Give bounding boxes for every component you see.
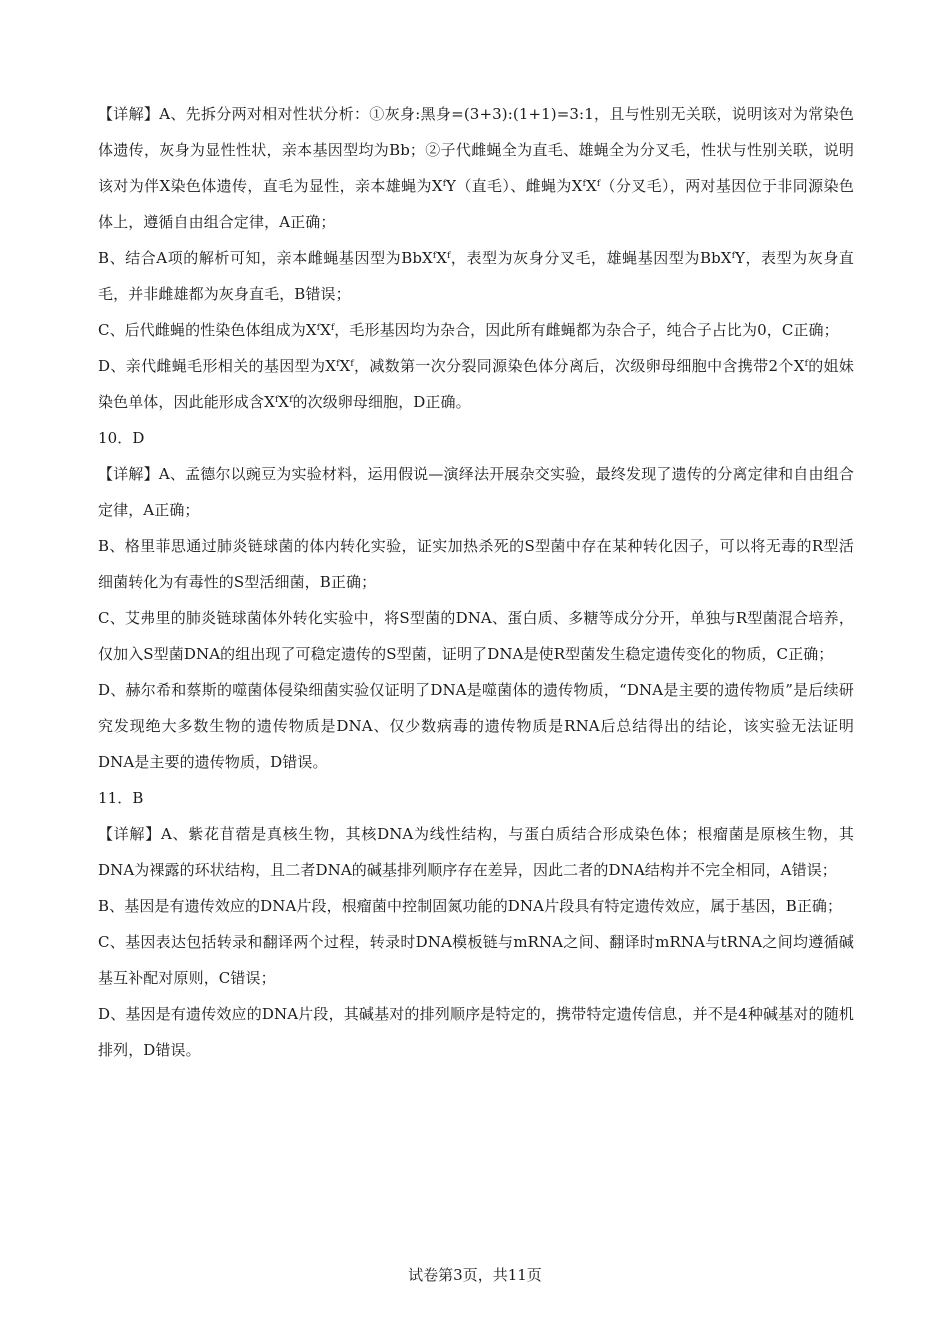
paragraph-q11-d: D、基因是有遗传效应的DNA片段，其碱基对的排列顺序是特定的，携带特定遗传信息，并不是4种碱基对的随机排列，D错误。 (98, 1005, 854, 1059)
paragraph-q10-a: 【详解】A、孟德尔以豌豆为实验材料，运用假说—演绎法开展杂交实验，最终发现了遗传的分离定律和自由组合定律，A正确； (98, 465, 854, 519)
paragraph-q10-c: C、艾弗里的肺炎链球菌体外转化实验中，将S型菌的DNA、蛋白质、多糖等成分分开，单独与R型菌混合培养，仅加入S型菌DNA的组出现了可稳定遗传的S型菌，证明了DNA是使R型菌发生稳定遗传变化的物质，C正确； (98, 609, 854, 663)
page-footer: 试卷第3页，共11页 (408, 1266, 542, 1284)
paragraph-q9-a: 【详解】A、先拆分两对相对性状分析：①灰身:黑身=(3+3):(1+1)=3:1，且与性别无关联，说明该对为常染色体遗传，灰身为显性性状，亲本基因型均为Bb；②子代雌蝇全为直毛、雄蝇全为分叉毛，性状与性别关联，说明该对为伴X染色体遗传，直毛为显性，亲本雄蝇为XᶠY（直毛）、雌蝇为XᶠXᶠ（分叉毛），两对基因位于非同源染色体上，遵循自由组合定律，A正确； (98, 105, 854, 231)
paragraph-q10-b: B、格里菲思通过肺炎链球菌的体内转化实验，证实加热杀死的S型菌中存在某种转化因子，可以将无毒的R型活细菌转化为有毒性的S型活细菌，B正确； (98, 537, 854, 591)
paragraph-q9-c: C、后代雌蝇的性染色体组成为XᶠXᶠ，毛形基因均为杂合，因此所有雌蝇都为杂合子，纯合子占比为0，C正确； (98, 321, 839, 339)
paragraph-q9-b: B、结合A项的解析可知，亲本雌蝇基因型为BbXᶠXᶠ，表型为灰身分叉毛，雄蝇基因型为BbXᶠY，表型为灰身直毛，并非雌雄都为灰身直毛，B错误； (98, 249, 854, 303)
paragraph-q11-c: C、基因表达包括转录和翻译两个过程，转录时DNA模板链与mRNA之间、翻译时mRNA与tRNA之间均遵循碱基互补配对原则，C错误； (98, 933, 854, 987)
paragraph-q10-d: D、赫尔希和蔡斯的噬菌体侵染细菌实验仅证明了DNA是噬菌体的遗传物质，“DNA是主要的遗传物质”是后续研究发现绝大多数生物的遗传物质是DNA、仅少数病毒的遗传物质是RNA后总结得出的结论，该实验无法证明DNA是主要的遗传物质，D错误。 (98, 681, 854, 771)
paragraph-q9-d: D、亲代雌蝇毛形相关的基因型为XᶠXᶠ，减数第一次分裂同源染色体分离后，次级卵母细胞中含携带2个Xᶠ的姐妹染色单体，因此能形成含XᶠXᶠ的次级卵母细胞，D正确。 (98, 357, 854, 411)
paragraph-q11-a: 【详解】A、紫花苜蓿是真核生物，其核DNA为线性结构，与蛋白质结合形成染色体；根瘤菌是原核生物，其DNA为裸露的环状结构，且二者DNA的碱基排列顺序存在差异，因此二者的DNA结构并不完全相同，A错误； (98, 825, 854, 879)
answer-q11: 11．B (98, 789, 144, 807)
paragraph-q11-b: B、基因是有遗传效应的DNA片段，根瘤菌中控制固氮功能的DNA片段具有特定遗传效应，属于基因，B正确； (98, 897, 843, 915)
document-body (98, 96, 854, 1068)
answer-q10: 10．D (98, 429, 145, 447)
